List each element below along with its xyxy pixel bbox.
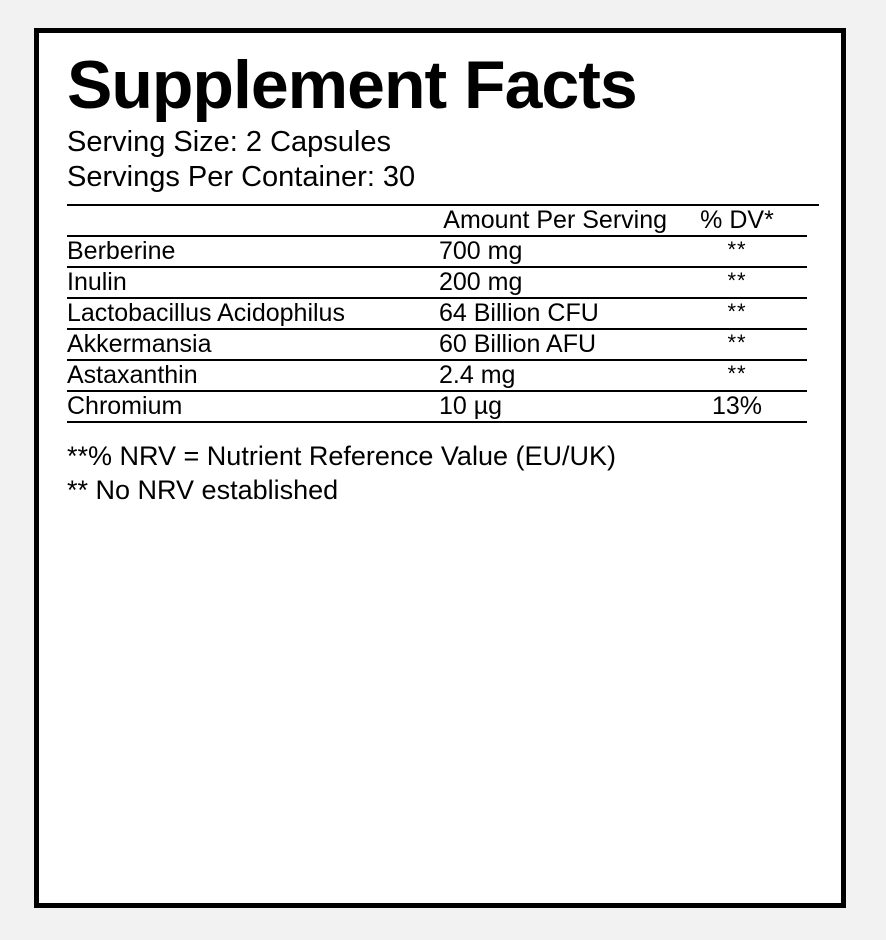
nutrient-dv: ** (667, 329, 807, 360)
nutrient-dv: ** (667, 298, 807, 329)
nutrient-amount: 64 Billion CFU (439, 298, 667, 329)
table-row (67, 267, 807, 298)
table-row (67, 236, 807, 267)
nutrient-amount: 10 µg (439, 391, 667, 422)
page-title: Supplement Facts (67, 47, 637, 123)
servings-per-container: Servings Per Container: 30 (67, 161, 416, 194)
nutrient-dv: ** (667, 267, 807, 298)
nutrition-table (67, 206, 807, 423)
nutrient-name: Akkermansia (67, 329, 439, 360)
nutrient-name: Chromium (67, 391, 439, 422)
table-row (67, 360, 807, 391)
table-row (67, 391, 807, 422)
nutrient-amount: 2.4 mg (439, 360, 667, 391)
nutrient-name: Lactobacillus Acidophilus (67, 298, 439, 329)
nutrient-amount: 700 mg (439, 236, 667, 267)
footnote-no-nrv: ** No NRV established (67, 475, 339, 506)
nutrient-dv: 13% (667, 391, 807, 422)
nutrient-dv: ** (667, 236, 807, 267)
column-header-amount: Amount Per Serving (439, 206, 667, 236)
table-header-row (67, 206, 807, 236)
supplement-facts-content (67, 47, 819, 508)
nutrient-name: Inulin (67, 267, 439, 298)
footnotes (67, 439, 819, 508)
serving-size: Serving Size: 2 Capsules (67, 126, 391, 158)
nutrient-name: Astaxanthin (67, 360, 439, 391)
column-header-nutrient (67, 206, 439, 236)
nutrient-amount: 60 Billion AFU (439, 329, 667, 360)
nutrient-name: Berberine (67, 236, 439, 267)
nutrient-amount: 200 mg (439, 267, 667, 298)
nutrient-dv: ** (667, 360, 807, 391)
footnote-nrv-definition: **% NRV = Nutrient Reference Value (EU/UK) (67, 440, 616, 471)
table-row (67, 329, 807, 360)
table-row (67, 298, 807, 329)
column-header-dv: % DV* (667, 206, 807, 236)
supplement-facts-panel (34, 28, 846, 908)
